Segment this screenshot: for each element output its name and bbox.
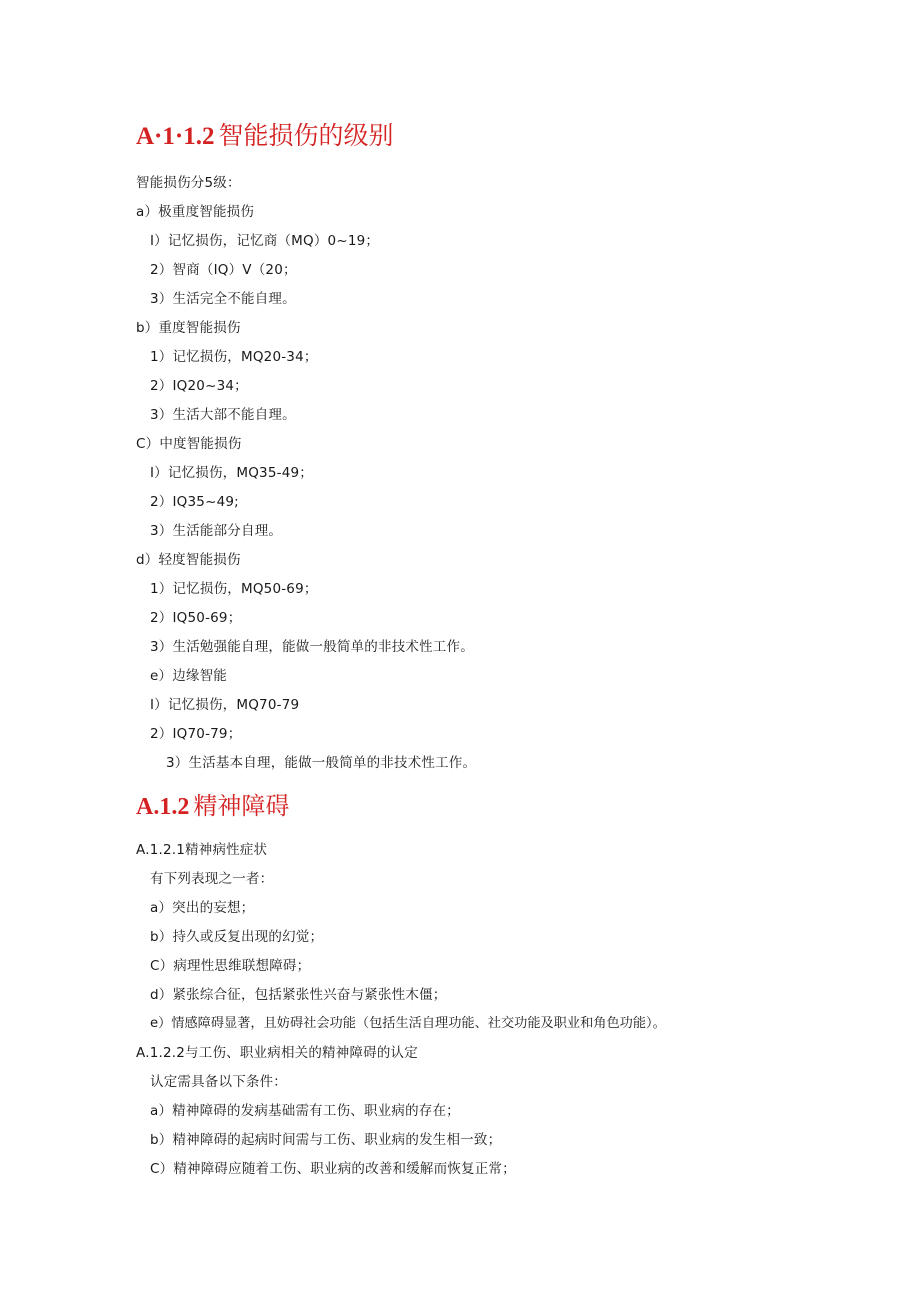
section-number: A.1.2 xyxy=(136,794,190,820)
subsection-heading: A.1.2.2与工伤、职业病相关的精神障碍的认定 xyxy=(136,1045,418,1061)
list-item: I）记忆损伤，MQ35-49； xyxy=(150,465,313,481)
list-item: 1）记忆损伤，MQ50-69； xyxy=(150,581,318,597)
list-item: 3）生活勉强能自理，能做一般简单的非技术性工作。 xyxy=(150,639,474,655)
list-item: 3）生活完全不能自理。 xyxy=(150,291,296,307)
list-item: a）极重度智能损伤 xyxy=(136,204,255,220)
list-item: C）病理性思维联想障碍； xyxy=(150,958,311,974)
list-item: 2）智商（IQ）V（20； xyxy=(150,262,297,278)
list-item: C）中度智能损伤 xyxy=(136,436,242,452)
paragraph-line: 有下列表现之一者： xyxy=(150,871,274,887)
paragraph-line: 智能损伤分5级： xyxy=(136,175,241,191)
list-item: b）重度智能损伤 xyxy=(136,320,241,336)
section-title: 智能损伤的级别 xyxy=(218,121,394,150)
list-item: d）轻度智能损伤 xyxy=(136,552,241,568)
list-item: e）边缘智能 xyxy=(150,668,228,684)
list-item: a）突出的妄想； xyxy=(150,900,255,916)
list-item: 2）IQ20~34； xyxy=(150,378,248,394)
list-item: 2）IQ35~49; xyxy=(150,494,239,510)
list-item: 3）生活基本自理，能做一般简单的非技术性工作。 xyxy=(166,755,477,771)
list-item: d）紧张综合征，包括紧张性兴奋与紧张性木僵； xyxy=(150,987,447,1003)
paragraph-line: 认定需具备以下条件： xyxy=(150,1074,287,1090)
list-item: I）记忆损伤，MQ70-79 xyxy=(150,697,300,713)
list-item: 1）记忆损伤，MQ20-34； xyxy=(150,349,318,365)
list-item: a）精神障碍的发病基础需有工伤、职业病的存在； xyxy=(150,1103,460,1119)
list-item: 2）IQ70-79； xyxy=(150,726,242,742)
list-item: 3）生活大部不能自理。 xyxy=(150,407,296,423)
section-heading-intelligence-damage-levels xyxy=(136,116,394,152)
list-item: 2）IQ50-69； xyxy=(150,610,242,626)
section-title: 精神障碍 xyxy=(193,792,290,820)
section-heading-mental-disorder xyxy=(136,786,289,821)
list-item: I）记忆损伤，记忆商（MQ）0~19； xyxy=(150,233,380,249)
list-item: b）精神障碍的起病时间需与工伤、职业病的发生相一致； xyxy=(150,1132,502,1148)
list-item: C）精神障碍应随着工伤、职业病的改善和缓解而恢复正常； xyxy=(150,1161,516,1177)
subsection-heading: A.1.2.1精神病性症状 xyxy=(136,842,268,858)
list-item: 3）生活能部分自理。 xyxy=(150,523,283,539)
section-number: A·1·1.2 xyxy=(136,123,215,150)
list-item: b）持久或反复出现的幻觉； xyxy=(150,929,324,945)
list-item: e）情感障碍显著，且妨碍社会功能（包括生活自理功能、社交功能及职业和角色功能）。 xyxy=(150,1016,666,1031)
